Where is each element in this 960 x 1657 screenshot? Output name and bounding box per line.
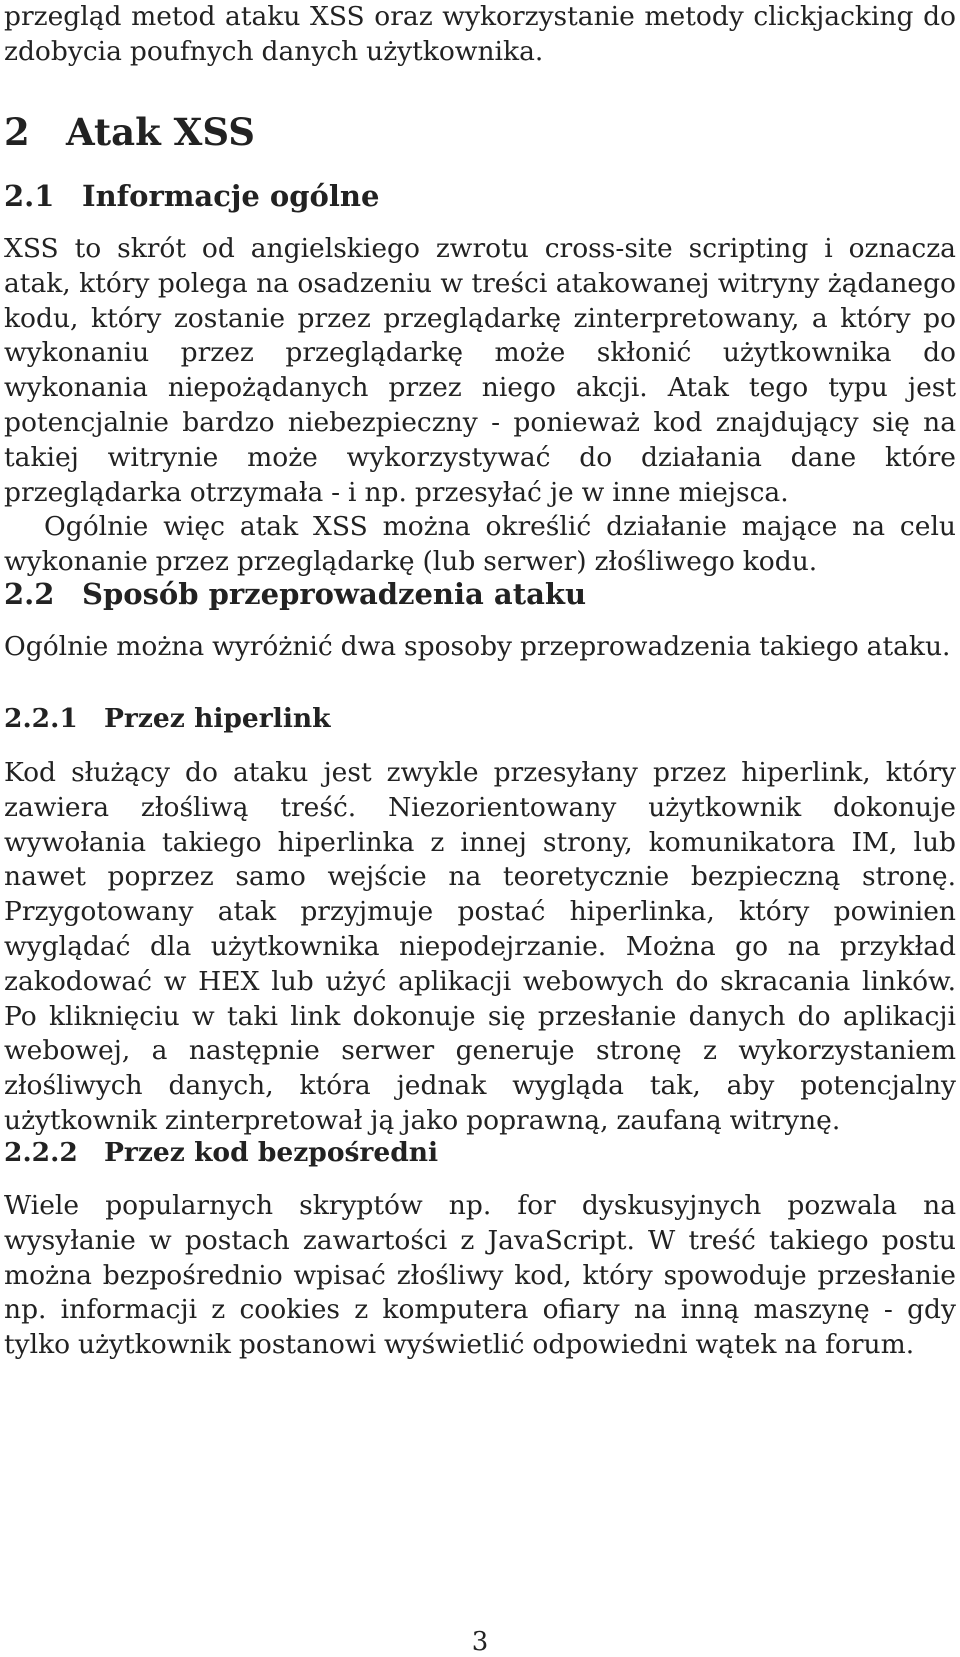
subsection-title: Sposób przeprowadzenia ataku <box>82 577 587 611</box>
subsection-2-2-heading <box>4 576 956 612</box>
subsubsection-2-2-2-heading <box>4 1136 956 1170</box>
subsection-2-1-body <box>4 232 956 580</box>
subsection-number: 2.2 <box>4 577 55 611</box>
paragraph: Kod służący do ataku jest zwykle przesyłany przez hiperlink, który zawiera złośliwą treść. Niezorientowany użytkownik dokonuje wywołania takiego hiperlinka z innej strony, komunikatora IM, lub nawet poprzez samo wejście na teoretycznie bezpieczną stronę. Przygotowany atak przyjmuje postać hiperlinka, który powinien wyglądać dla użytkownika niepodejrzanie. Można go na przykład zakodować w HEX lub użyć aplikacji webowych do skracania linków. Po kliknięciu w taki link dokonuje się przesłanie danych do aplikacji webowej, a następnie serwer generuje stronę z wykorzystaniem złośliwych danych, która jednak wygląda tak, aby potencjalny użytkownik zinterpretował ją jako poprawną, zaufaną witrynę. <box>4 757 956 1136</box>
paragraph: XSS to skrót od angielskiego zwrotu cross-site scripting i oznacza atak, który polega na osadzeniu w treści atakowanej witryny żądanego kodu, który zostanie przez przeglądarkę zinterpretowany, a który po wykonaniu przez przeglądarkę może skłonić użytkownika do wykonania niepożądanych przez niego akcji. Atak tego typu jest potencjalnie bardzo niebezpieczny - ponieważ kod znajdujący się na takiej witrynie może wykorzystywać do działania dane które przeglądarka otrzymała - i np. przesyłać je w inne miejsca. <box>4 233 956 508</box>
intro-block <box>4 0 956 70</box>
subsubsection-title: Przez kod bezpośredni <box>104 1137 439 1168</box>
paragraph: Ogólnie więc atak XSS można określić działanie mające na celu wykonanie przez przeglądarkę (lub serwer) złośliwego kodu. <box>4 511 956 578</box>
section-number: 2 <box>4 110 30 154</box>
subsubsection-2-2-1-body <box>4 756 956 1139</box>
subsubsection-title: Przez hiperlink <box>104 703 331 734</box>
intro-paragraph: przegląd metod ataku XSS oraz wykorzystanie metody clickjacking do zdobycia poufnych danych użytkownika. <box>4 1 956 67</box>
section-2-heading <box>4 110 956 154</box>
subsection-title: Informacje ogólne <box>82 179 380 213</box>
subsubsection-2-2-2-body <box>4 1189 956 1363</box>
section-title: Atak XSS <box>66 110 255 154</box>
subsubsection-number: 2.2.2 <box>4 1137 78 1168</box>
subsubsection-2-2-1-heading <box>4 702 956 736</box>
subsection-2-1-heading <box>4 178 956 214</box>
document-page <box>4 0 956 1657</box>
paragraph: Wiele popularnych skryptów np. for dyskusyjnych pozwala na wysyłanie w postach zawartości z JavaScript. W treść takiego postu można bezpośrednio wpisać złośliwy kod, który spowoduje przesłanie np. informacji z cookies z komputera ofiary na inną maszynę - gdy tylko użytkownik postanowi wyświetlić odpowiedni wątek na forum. <box>4 1190 956 1361</box>
page-number: 3 <box>471 1627 489 1657</box>
subsection-2-2-body <box>4 630 956 665</box>
subsubsection-number: 2.2.1 <box>4 703 78 734</box>
paragraph: Ogólnie można wyróżnić dwa sposoby przeprowadzenia takiego ataku. <box>4 631 951 662</box>
subsection-number: 2.1 <box>4 179 55 213</box>
